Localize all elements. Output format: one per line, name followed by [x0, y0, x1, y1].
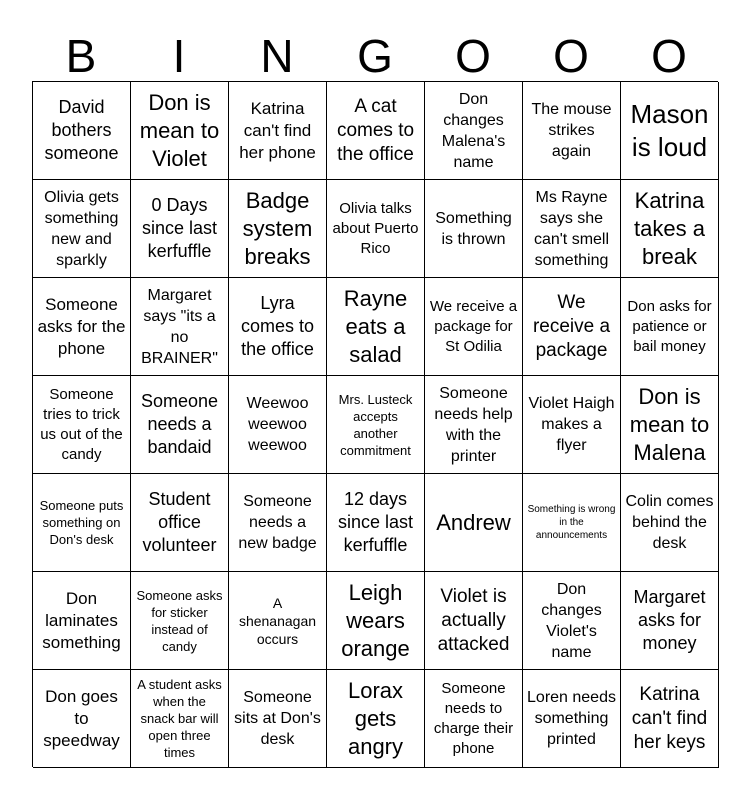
- cell-text: Someone sits at Don's desk: [234, 689, 321, 748]
- cell-text: Margaret says "its a no BRAINER": [141, 286, 218, 367]
- bingo-cell[interactable]: [229, 572, 327, 670]
- cell-text: A student asks when the snack bar will open three times: [137, 677, 222, 760]
- bingo-cell[interactable]: [327, 474, 425, 572]
- bingo-cell[interactable]: [523, 670, 621, 768]
- bingo-cell[interactable]: [131, 180, 229, 278]
- bingo-cell[interactable]: [621, 670, 719, 768]
- cell-text: The mouse strikes again: [531, 101, 612, 160]
- bingo-cell[interactable]: [523, 572, 621, 670]
- cell-text: Katrina takes a break: [634, 187, 705, 269]
- bingo-cell[interactable]: [229, 180, 327, 278]
- cell-text: Badge system breaks: [242, 187, 313, 269]
- bingo-cell[interactable]: [229, 82, 327, 180]
- cell-text: We receive a package for St Odilia: [429, 297, 518, 355]
- cell-text: Lyra comes to the office: [240, 293, 315, 359]
- bingo-cell[interactable]: [33, 572, 131, 670]
- bingo-cell[interactable]: [621, 572, 719, 670]
- bingo-cell[interactable]: [229, 474, 327, 572]
- bingo-cell[interactable]: [523, 376, 621, 474]
- bingo-cell[interactable]: [621, 82, 719, 180]
- bingo-cell[interactable]: [621, 180, 719, 278]
- bingo-cell[interactable]: [131, 82, 229, 180]
- cell-text: Olivia talks about Puerto Rico: [332, 199, 419, 257]
- bingo-cell[interactable]: [33, 474, 131, 572]
- bingo-cell[interactable]: [425, 474, 523, 572]
- cell-text: 12 days since last kerfuffle: [337, 489, 414, 555]
- bingo-cell[interactable]: [33, 278, 131, 376]
- cell-text: Loren needs something printed: [527, 689, 616, 748]
- cell-text: We receive a package: [532, 291, 611, 361]
- cell-text: David bothers someone: [44, 97, 119, 163]
- header-letter-7: O: [651, 30, 687, 82]
- bingo-cell[interactable]: [229, 670, 327, 768]
- cell-text: Lorax gets angry: [347, 677, 404, 759]
- cell-text: Mason is loud: [630, 98, 709, 162]
- bingo-cell[interactable]: [523, 278, 621, 376]
- cell-text: Don goes to speedway: [43, 686, 120, 750]
- header-letter-1: B: [65, 30, 97, 82]
- cell-text: A cat comes to the office: [336, 95, 415, 165]
- bingo-cell[interactable]: [621, 376, 719, 474]
- bingo-cell[interactable]: [425, 180, 523, 278]
- cell-text: Student office volunteer: [142, 489, 217, 555]
- bingo-cell[interactable]: [425, 278, 523, 376]
- cell-text: Katrina can't find her phone: [239, 98, 316, 162]
- cell-text: Don laminates something: [42, 588, 121, 652]
- header-letter-2: I: [172, 30, 186, 82]
- cell-text: A shenanagan occurs: [238, 594, 317, 647]
- bingo-cell[interactable]: [621, 278, 719, 376]
- cell-text: Don changes Malena's name: [441, 90, 506, 171]
- cell-text: Something is thrown: [435, 209, 512, 248]
- cell-text: Rayne eats a salad: [343, 285, 408, 367]
- bingo-cell[interactable]: [33, 670, 131, 768]
- bingo-cell[interactable]: [327, 376, 425, 474]
- bingo-cell[interactable]: [425, 82, 523, 180]
- cell-text: Someone asks for sticker instead of candy: [136, 587, 223, 654]
- cell-text: Katrina can't find her keys: [631, 683, 708, 753]
- cell-text: Someone needs to charge their phone: [433, 679, 514, 757]
- cell-text: Someone needs help with the printer: [434, 384, 513, 465]
- cell-text: Weewoo weewoo weewoo: [246, 395, 309, 454]
- header-letter-5: O: [455, 30, 491, 82]
- bingo-cell[interactable]: [33, 376, 131, 474]
- cell-text: Someone needs a new badge: [238, 493, 317, 552]
- cell-text: Don is mean to Malena: [629, 383, 710, 465]
- cell-text: Something is wrong in the announcements: [527, 504, 616, 541]
- bingo-cell[interactable]: [425, 670, 523, 768]
- header-letter-3: N: [260, 30, 294, 82]
- bingo-cell[interactable]: [229, 278, 327, 376]
- bingo-cell[interactable]: [327, 670, 425, 768]
- bingo-header: [32, 30, 718, 82]
- cell-text: 0 Days since last kerfuffle: [141, 195, 218, 261]
- bingo-cell[interactable]: [621, 474, 719, 572]
- cell-text: Colin comes behind the desk: [625, 493, 714, 552]
- bingo-cell[interactable]: [131, 670, 229, 768]
- cell-text: Violet is actually attacked: [437, 585, 510, 655]
- cell-text: Someone needs a bandaid: [140, 391, 219, 457]
- bingo-cell[interactable]: [523, 82, 621, 180]
- bingo-cell[interactable]: [425, 376, 523, 474]
- bingo-cell[interactable]: [131, 474, 229, 572]
- cell-text: Andrew: [436, 509, 511, 535]
- bingo-cell[interactable]: [327, 82, 425, 180]
- bingo-grid: [32, 81, 718, 767]
- header-letter-4: G: [357, 30, 393, 82]
- cell-text: Margaret asks for money: [633, 587, 706, 653]
- bingo-cell[interactable]: [327, 572, 425, 670]
- cell-text: Someone asks for the phone: [37, 294, 126, 358]
- bingo-cell[interactable]: [523, 474, 621, 572]
- bingo-cell[interactable]: [425, 572, 523, 670]
- bingo-cell[interactable]: [327, 180, 425, 278]
- cell-text: Someone tries to trick us out of the candy: [40, 385, 123, 463]
- cell-text: Don is mean to Violet: [139, 89, 220, 171]
- bingo-cell[interactable]: [33, 82, 131, 180]
- cell-text: Someone puts something on Don's desk: [39, 498, 124, 547]
- bingo-cell[interactable]: [327, 278, 425, 376]
- cell-text: Don changes Violet's name: [541, 580, 602, 661]
- bingo-cell[interactable]: [131, 376, 229, 474]
- cell-text: Olivia gets something new and sparkly: [44, 188, 119, 269]
- bingo-cell[interactable]: [523, 180, 621, 278]
- cell-text: Don asks for patience or bail money: [627, 297, 712, 355]
- cell-text: Mrs. Lusteck accepts another commitment: [338, 391, 413, 458]
- cell-text: Ms Rayne says she can't smell something: [533, 188, 610, 269]
- bingo-cell[interactable]: [131, 572, 229, 670]
- bingo-cell[interactable]: [229, 376, 327, 474]
- cell-text: Leigh wears orange: [341, 579, 410, 661]
- cell-text: Violet Haigh makes a flyer: [528, 395, 615, 454]
- bingo-cell[interactable]: [131, 278, 229, 376]
- header-letter-6: O: [553, 30, 589, 82]
- bingo-cell[interactable]: [33, 180, 131, 278]
